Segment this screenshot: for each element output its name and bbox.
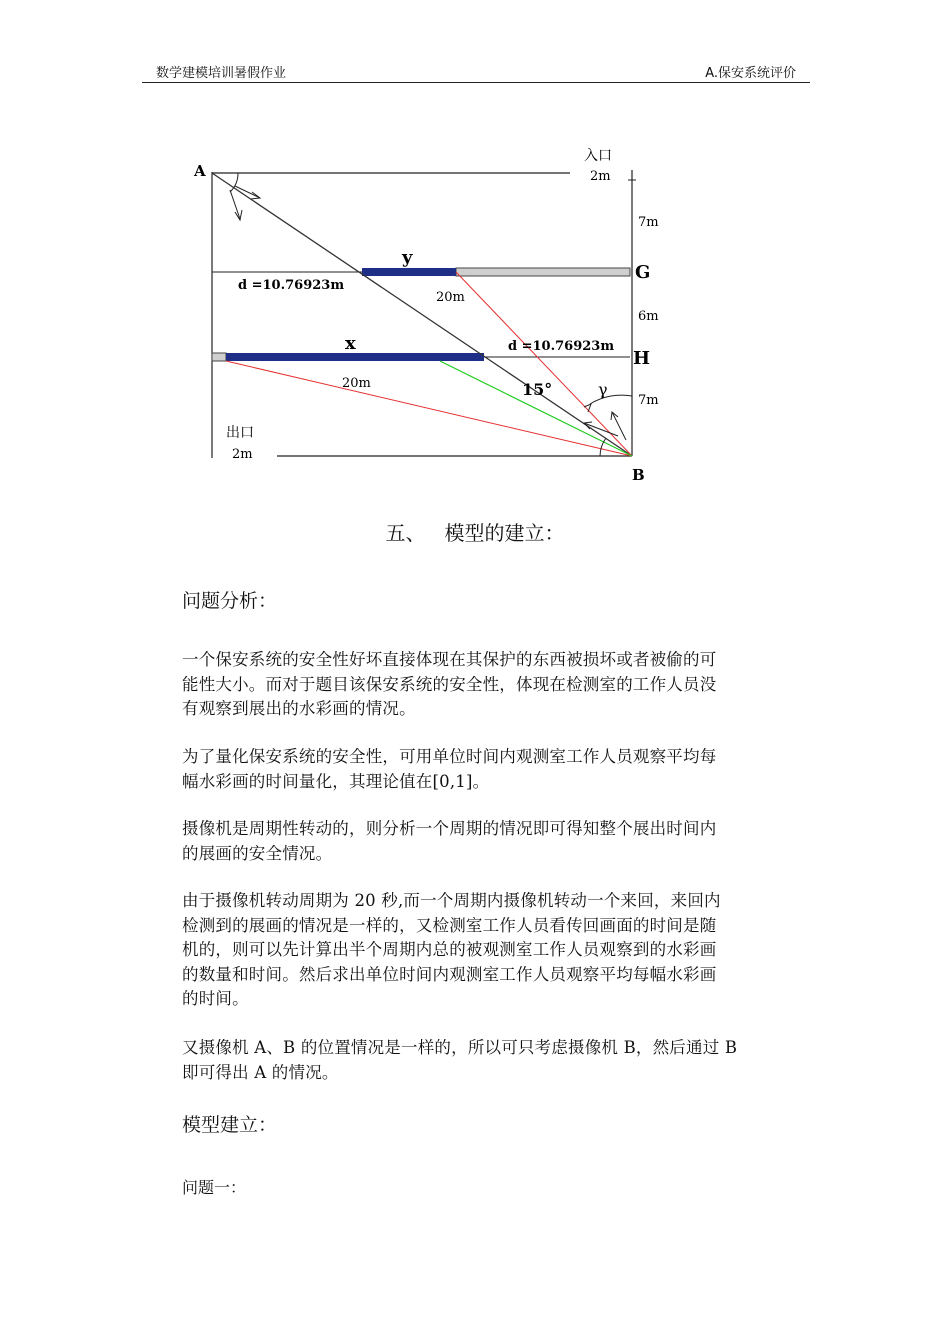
sightline-a-b <box>212 173 632 456</box>
header-left-text: 数学建模培训暑假作业 <box>156 66 287 81</box>
painting-y-label: y <box>402 247 413 268</box>
page-header <box>142 56 810 83</box>
paragraph-4-line-4: 的数量和时间。然后求出单位时间内观测室工作人员观察平均每幅水彩画 <box>182 964 717 984</box>
painting-y <box>362 268 456 276</box>
exit-label: 出口 <box>226 425 254 441</box>
model-heading: 模型建立： <box>182 1114 278 1136</box>
distance-left-label: d =10.76923m <box>238 278 345 293</box>
point-g-label: G <box>635 262 651 283</box>
paragraph-1 <box>182 648 798 722</box>
header-right-text: A.保安系统评价 <box>705 66 796 81</box>
distance-right-label: d =10.76923m <box>508 339 615 354</box>
point-b-label: B <box>632 466 645 484</box>
seg-mid-label: 6m <box>638 309 659 324</box>
paragraph-4-line-3: 机的，则可以先计算出半个周期内总的被观测室工作人员观察到的水彩画 <box>182 940 717 959</box>
paragraph-5 <box>182 1036 798 1085</box>
seg-bottom-label: 7m <box>638 393 659 408</box>
angle-gamma-label: γ <box>598 380 608 399</box>
paragraph-2-line-1: 为了量化保安系统的安全性，可用单位时间内观测室工作人员观察平均每 <box>182 747 717 766</box>
point-a-label: A <box>194 162 206 180</box>
paragraph-5-line-1: 又摄像机 A、B 的位置情况是一样的，所以可只考虑摄像机 B，然后通过 B <box>182 1038 738 1057</box>
paragraph-4 <box>182 889 798 1012</box>
paragraph-5-line-2: 即可得出 A 的情况。 <box>182 1062 339 1082</box>
partition-upper-right <box>456 268 630 276</box>
partition-lower-left-stub <box>212 353 226 361</box>
section-title: 五、 模型的建立： <box>385 521 565 545</box>
paragraph-4-line-2: 检测到的展画的情况是一样的，又检测室工作人员看传回画面的时间是随 <box>182 915 717 935</box>
point-h-label: H <box>633 348 651 369</box>
paragraph-2-line-2: 幅水彩画的时间量化，其理论值在[0,1]。 <box>182 771 490 791</box>
paragraph-2 <box>182 745 798 794</box>
painting-x-label: x <box>345 333 356 354</box>
paragraph-4-line-1: 由于摄像机转动周期为 20 秒,而一个周期内摄像机转动一个来回，来回内 <box>182 891 721 910</box>
entrance-label: 入口 <box>584 148 612 164</box>
paragraph-4-line-5: 的时间。 <box>182 989 249 1008</box>
paragraph-3-line-2: 的展画的安全情况。 <box>182 843 333 863</box>
painting-x <box>226 353 484 361</box>
question-one-label: 问题一： <box>182 1178 247 1197</box>
length-upper-label: 20m <box>436 290 465 305</box>
length-lower-label: 20m <box>342 376 371 391</box>
paragraph-3-line-1: 摄像机是周期性转动的，则分析一个周期的情况即可得知整个展出时间内 <box>182 819 717 838</box>
seg-top-label: 7m <box>638 215 659 230</box>
paragraph-1-line-1: 一个保安系统的安全性好坏直接体现在其保护的东西被损坏或者被偷的可 <box>182 650 717 669</box>
analysis-heading: 问题分析： <box>182 590 278 612</box>
exit-width-label: 2m <box>232 447 253 462</box>
entrance-width-label: 2m <box>590 169 611 184</box>
paragraph-3 <box>182 817 798 866</box>
security-layout-diagram <box>180 140 680 490</box>
paragraph-1-line-3: 有观察到展出的水彩画的情况。 <box>182 699 416 718</box>
paragraph-1-line-2: 能性大小。而对于题目该保安系统的安全性，体现在检测室的工作人员没 <box>182 674 717 694</box>
angle-15-label: 15° <box>522 380 553 399</box>
sightline-red-lower <box>226 361 632 456</box>
sightline-red-upper <box>456 272 632 456</box>
